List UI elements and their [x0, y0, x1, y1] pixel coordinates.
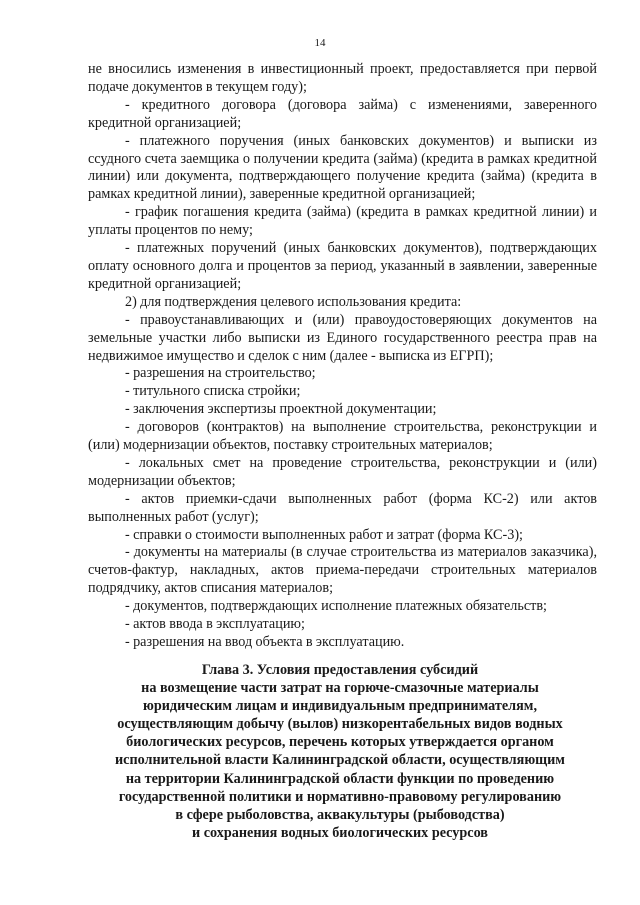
paragraph-materials-documents: - документы на материалы (в случае строительства из материалов заказчика), счетов-фактур, накладных, актов приема-передачи строительных материалов подрядчику, актов списания материалов; [88, 544, 597, 597]
paragraph-expertise: - заключения экспертизы проектной документации; [125, 401, 437, 418]
paragraph-contracts: - договоров (контрактов) на выполнение строительства, реконструкции и (или) модернизации объектов, поставку строительных материалов; [88, 419, 597, 454]
paragraph-ks3-certificate: - справки о стоимости выполненных работ и затрат (форма КС-3); [125, 526, 523, 543]
chapter-heading-line: в сфере рыболовства, аквакультуры (рыбоводства) [175, 806, 505, 823]
paragraph-building-permit: - разрешения на строительство; [125, 365, 316, 382]
document-body [88, 61, 597, 652]
paragraph-repayment-schedule: - график погашения кредита (займа) (кредита в рамках кредитной линии) и уплаты процентов по нему; [88, 204, 597, 239]
paragraph-title-list: - титульного списка стройки; [125, 383, 301, 400]
paragraph-payment-order: - платежного поручения (иных банковских документов) и выписки из ссудного счета заемщика о получении кредита (займа) (кредита в рамках кредитной линии) или документа, подтверждающего получение кредита (займа) (кредита в рамках кредитной линии), заверенные кредитной организацией; [88, 132, 597, 203]
paragraph-payment-obligations: - документов, подтверждающих исполнение платежных обязательств; [125, 598, 547, 615]
chapter-heading [80, 661, 600, 842]
chapter-heading-line: на территории Калининградской области функции по проведению [125, 770, 555, 787]
chapter-heading-line: осуществляющим добычу (вылов) низкорентабельных видов водных [117, 716, 563, 733]
paragraph-ks2-acts: - актов приемки-сдачи выполненных работ (форма КС-2) или актов выполненных работ (услуг); [88, 490, 597, 525]
paragraph-local-estimates: - локальных смет на проведение строительства, реконструкции и (или) модернизации объектов; [88, 454, 597, 489]
chapter-heading-line: государственной политики и нормативно-правовому регулированию [118, 788, 562, 805]
chapter-heading-line: и сохранения водных биологических ресурсов [192, 824, 488, 841]
paragraph-land-documents: - правоустанавливающих и (или) правоудостоверяющих документов на земельные участки либо выписки из Единого государственного реестра прав на недвижимое имущество и сделок с ним (далее - выписка из ЕГРП); [88, 311, 597, 364]
page-number: 14 [314, 37, 326, 49]
chapter-heading-line: биологических ресурсов, перечень которых утверждается органом [126, 734, 554, 751]
paragraph-investment-note: не вносились изменения в инвестиционный проект, предоставляется при первой подаче документов в текущем году); [88, 61, 597, 95]
paragraph-credit-agreement: - кредитного договора (договора займа) с изменениями, заверенного кредитной организацией; [88, 96, 597, 131]
paragraph-payment-orders: - платежных поручений (иных банковских документов), подтверждающих оплату основного долга и процентов за период, указанный в заявлении, заверенные кредитной организацией; [88, 240, 597, 292]
paragraph-target-use: 2) для подтверждения целевого использования кредита: [125, 293, 462, 310]
chapter-heading-line: на возмещение части затрат на горюче-смазочные материалы [141, 680, 539, 697]
paragraph-commissioning-acts: - актов ввода в эксплуатацию; [125, 616, 305, 633]
chapter-heading-line: исполнительной власти Калининградской области, осуществляющим [115, 752, 565, 769]
chapter-heading-line: юридическим лицам и индивидуальным предпринимателям, [142, 698, 538, 715]
chapter-heading-line: Глава 3. Условия предоставления субсидий [201, 662, 479, 678]
paragraph-commissioning-permit: - разрешения на ввод объекта в эксплуатацию. [125, 634, 405, 650]
